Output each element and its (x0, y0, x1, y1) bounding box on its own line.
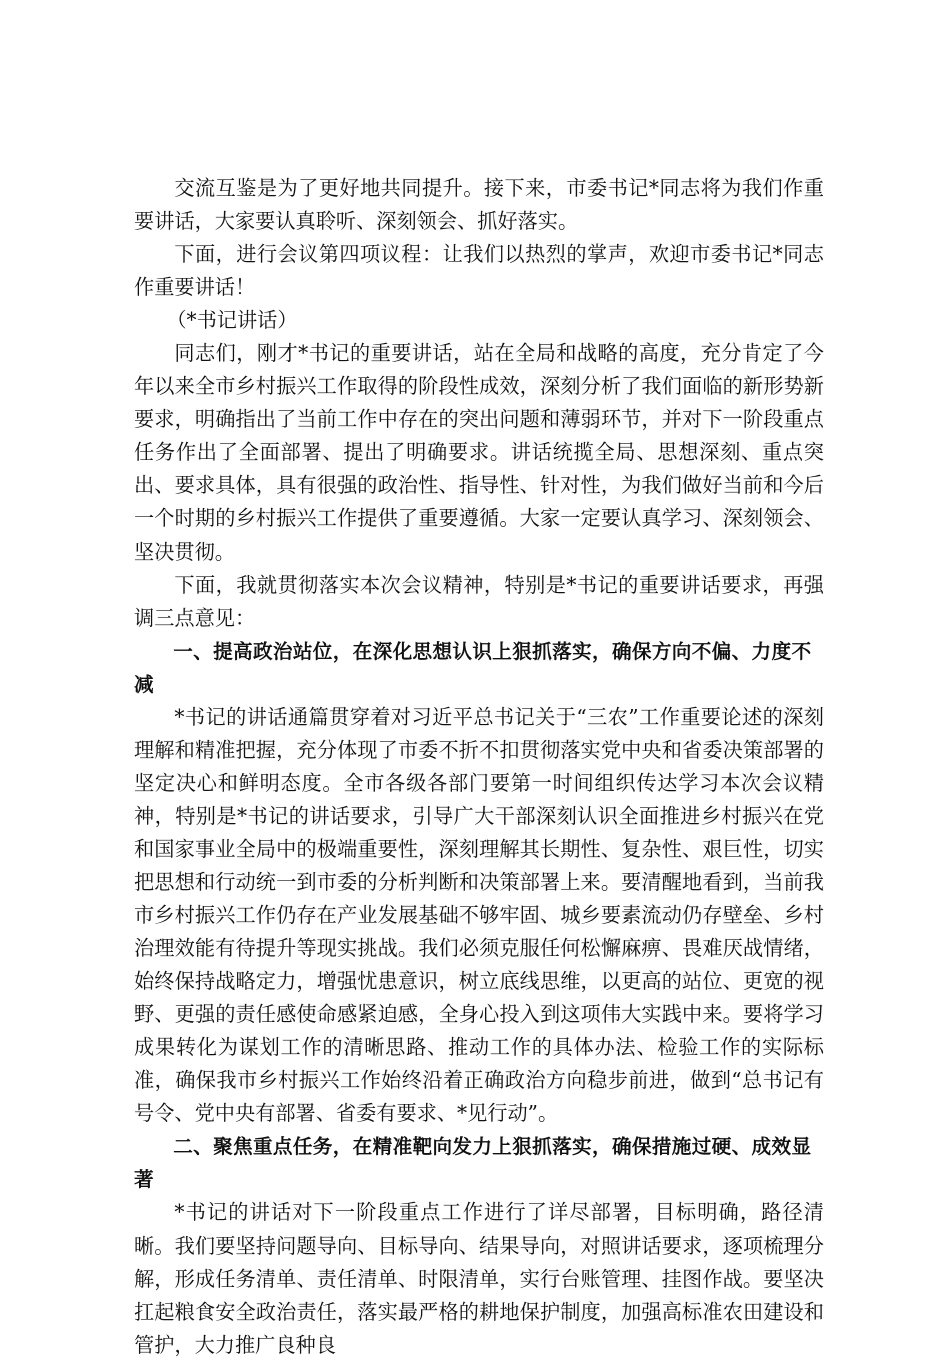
paragraph-transition: 下面，我就贯彻落实本次会议精神，特别是*书记的重要讲话要求，再强调三点意见： (134, 572, 824, 630)
section-heading-1: 一、提高政治站位，在深化思想认识上狠抓落实，确保方向不偏、力度不减 (134, 639, 812, 696)
paragraph-summary: 同志们，刚才*书记的重要讲话，站在全局和战略的高度，充分肯定了今年以来全市乡村振兴工作取得的阶段性成效，深刻分析了我们面临的新形势新要求，明确指出了当前工作中存在的突出问题和薄弱环节，并对下一阶段重点任务作出了全面部署、提出了明确要求。讲话统揽全局、思想深刻、重点突出、要求具体，具有很强的政治性、指导性、针对性，为我们做好当前和今后一个时期的乡村振兴工作提供了重要遵循。大家一定要认真学习、深刻领会、坚决贯彻。 (134, 341, 824, 564)
document-body (134, 172, 824, 1362)
paragraph-intro: 交流互鉴是为了更好地共同提升。接下来，市委书记*同志将为我们作重要讲话，大家要认真聆听、深刻领会、抓好落实。 (134, 176, 824, 234)
paragraph-agenda: 下面，进行会议第四项议程：让我们以热烈的掌声，欢迎市委书记*同志作重要讲话！ (134, 242, 824, 300)
section-heading-2: 二、聚焦重点任务，在精准靶向发力上狠抓落实，确保措施过硬、成效显著 (134, 1135, 812, 1192)
paragraph-section-2: *书记的讲话对下一阶段重点工作进行了详尽部署，目标明确，路径清晰。我们要坚持问题导向、目标导向、结果导向，对照讲话要求，逐项梳理分解，形成任务清单、责任清单、时限清单，实行台账管理、挂图作战。要坚决扛起粮食安全政治责任，落实最严格的耕地保护制度，加强高标准农田建设和管护，大力推广良种良 (134, 1200, 824, 1357)
paragraph-section-1: *书记的讲话通篇贯穿着对习近平总书记关于“三农”工作重要论述的深刻理解和精准把握，充分体现了市委不折不扣贯彻落实党中央和省委决策部署的坚定决心和鲜明态度。全市各级各部门要第一时间组织传达学习本次会议精神，特别是*书记的讲话要求，引导广大干部深刻认识全面推进乡村振兴在党和国家事业全局中的极端重要性，深刻理解其长期性、复杂性、艰巨性，切实把思想和行动统一到市委的分析判断和决策部署上来。要清醒地看到，当前我市乡村振兴工作仍存在产业发展基础不够牢固、城乡要素流动仍存壁垒、乡村治理效能有待提升等现实挑战。我们必须克服任何松懈麻痹、畏难厌战情绪，始终保持战略定力，增强忧患意识，树立底线思维，以更高的站位、更宽的视野、更强的责任感使命感紧迫感，全身心投入到这项伟大实践中来。要将学习成果转化为谋划工作的清晰思路、推动工作的具体办法、检验工作的实际标准，确保我市乡村振兴工作始终沿着正确政治方向稳步前进，做到“总书记有号令、党中央有部署、省委有要求、*见行动”。 (134, 704, 824, 1126)
paragraph-remark: （*书记讲话） (166, 308, 298, 333)
